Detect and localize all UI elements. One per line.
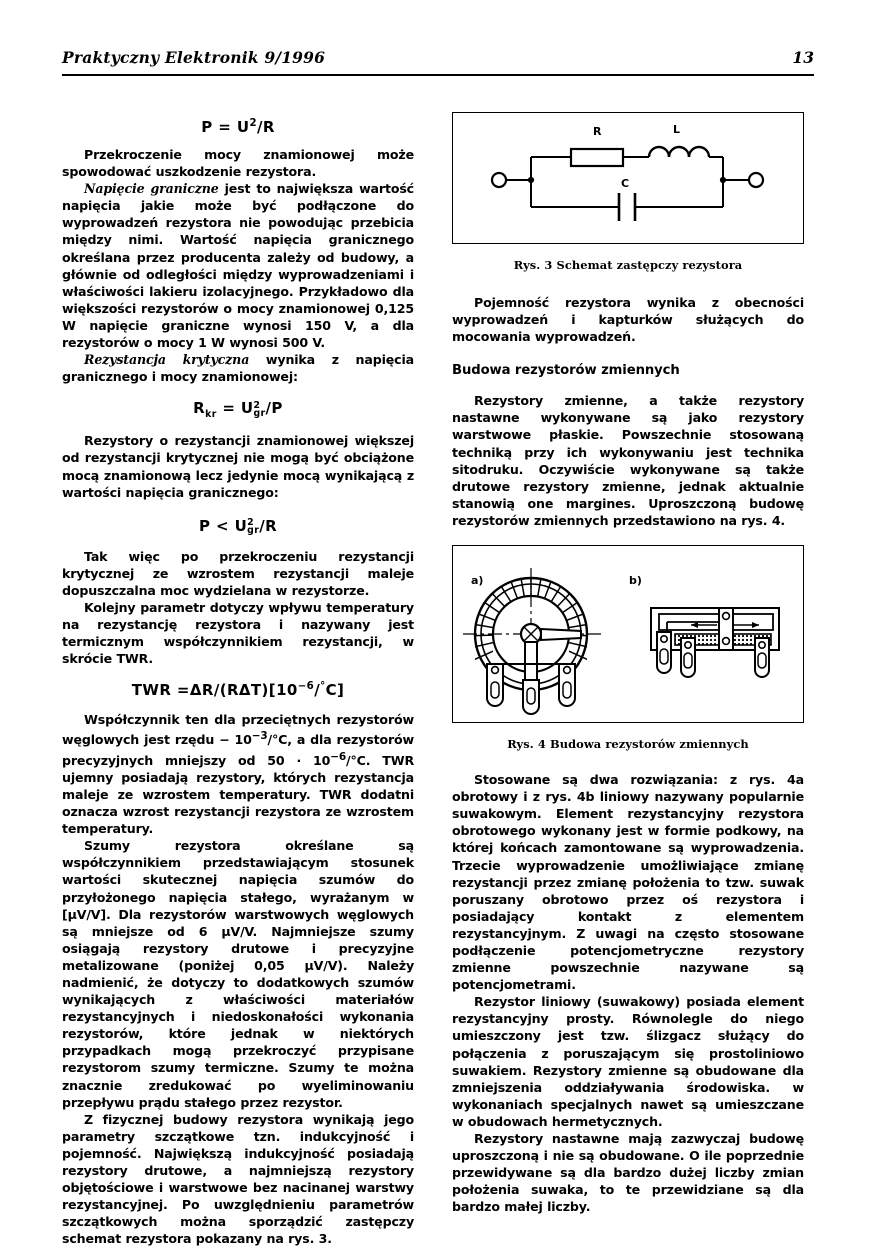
figure-4-label-b: b)	[629, 574, 642, 588]
italic-term: Rezystancja krytyczna	[84, 352, 250, 368]
inductor-symbol	[649, 147, 669, 157]
paragraph: Rezystory o rezystancji znamionowej większej od rezystancji krytycznej nie mogą być obciążone mocą znamionową lecz jedynie mocą wynikającą z wartości napięcia granicznego:	[62, 433, 414, 500]
paragraph-text: wynika z napięcia granicznego i mocy znamionowej:	[62, 352, 414, 385]
paragraph: Tak więc po przekroczeniu rezystancji krytycznej ze wzrostem rezystancji maleje dopuszczalna moc wydzielana w rezystorze.	[62, 548, 414, 598]
journal-title: Praktyczny Elektronik 9/1996	[62, 48, 326, 67]
rotary-potentiometer-symbol	[463, 566, 601, 714]
figure-4-label-a: a)	[471, 574, 484, 588]
paragraph-text: Współczynnik ten dla przeciętnych rezystorów węglowych jest rzędu − 10	[62, 712, 414, 748]
label-inductor: L	[673, 123, 681, 136]
variable-resistor-construction-diagram	[453, 546, 801, 720]
paragraph: Stosowane są dwa rozwiązania: z rys. 4a obrotowy i z rys. 4b liniowy nazywany popularnie suwakowym. Element rezystancyjny rezystora obrotowego wykonany jest w formie podkowy, na której końcach zamontowane są wyprowadzenia. Trzecie wyprowadzenie umożliwiające zmianę rezystancji przez zmianę położenia to tzw. suwak poruszany obrotowo przez oś rezystora i posiadający kontakt z elementem rezystancyjnym. Z uwagi na często stosowane podłączenie potencjometryczne rezystory zmienne powszechnie nazywane są potencjometrami.	[452, 772, 804, 993]
left-column	[62, 112, 414, 1248]
paragraph: Rezystory zmienne, a także rezystory nastawne wykonywane są jako rezystory warstwowe płaskie. Powszechnie stosowaną techniką przy ich wykonywaniu jest technika sitodruku. Oczywiście wykonywane są także drutowe rezystory zmienne, jednak aktualnie stanowią one margines. Uproszczoną budowę rezystorów zmiennych przedstawiono na rys. 4.	[452, 393, 804, 528]
paragraph-text: jest to największa wartość napięcia jakie może być podłączone do wyprowadzeń rezystora nie powodując przebicia między nimi. Wartość napięcia granicznego określana przez producenta zależy od budowy, a głównie od odległości między wyprowadzeniami i właściwości lakieru izolacyjnego. Przykładowo dla większości rezystorów o mocy znamionowej 0,125 W napięcie graniczne wynosi 150 V, a dla rezystorów o mocy 1 W wynosi 500 V.	[62, 181, 414, 351]
terminal-left-icon	[492, 173, 506, 187]
paragraph: Szumy rezystora określane są współczynnikiem przedstawiającym stosunek wartości skutecznej napięcia szumów do przyłożonego napięcia stałego, wyrażanym w [μV/V]. Dla rezystorów warstwowych węglowych są mniejsze od 6 μV/V. Najmniejsze szumy osiągają rezystory drutowe i precyzyjne metalizowane (poniżej 0,05 μV/V). Należy nadmienić, że dotyczy to dodatkowych szumów wynikających z właściwości materiałów rezystancyjnych i niedoskonałości wykonania rezystorów, które jednak w niektórych przypadkach mogą przekroczyć przypisane rezystorom szumy termiczne. Szumy te można znacznie zredukować po wyeliminowaniu przepływu prądu stałego przez rezystor.	[62, 838, 414, 1110]
exponent: −3	[251, 730, 268, 743]
paragraph	[62, 180, 414, 351]
terminal-right-icon	[749, 173, 763, 187]
figure-4	[452, 545, 804, 723]
paragraph-text: /°C, a dla rezystorów precyzyjnych mniejszy od 50 · 10	[62, 732, 414, 768]
sup-sub-stack: 2 gr	[253, 400, 266, 419]
sup-sub-stack: 2 gr	[247, 517, 260, 537]
label-resistor: R	[593, 125, 602, 138]
paragraph	[62, 351, 414, 385]
page-number: 13	[792, 48, 814, 67]
paragraph: Pojemność rezystora wynika z obecności wyprowadzeń i kapturków służących do mocowania wyprowadzeń.	[452, 295, 804, 345]
resistor-symbol	[571, 149, 623, 166]
figure-3	[452, 112, 804, 244]
header-divider	[62, 74, 814, 76]
paragraph: Kolejny parametr dotyczy wpływu temperatury na rezystancję rezystora i nazywany jest termicznym współczynnikiem rezystancji, w skrócie TWR.	[62, 599, 414, 667]
section-heading: Budowa rezystorów zmiennych	[452, 363, 680, 379]
equation-critical-resistance: $R_{kr} = U$ 2 gr /P	[193, 399, 283, 421]
label-capacitor: C	[621, 177, 630, 190]
equation-power: $P = U^2/R$	[201, 118, 275, 136]
figure-3-caption: Rys. 3 Schemat zastępczy rezystora	[513, 258, 743, 272]
paragraph: Przekroczenie mocy znamionowej może spowodować uszkodzenie rezystora.	[62, 147, 414, 180]
italic-term: Napięcie graniczne	[84, 181, 219, 197]
running-head	[62, 48, 814, 78]
right-column	[452, 112, 804, 1215]
paragraph-text: /°C. TWR ujemny posiadają rezystory, których rezystancja maleje ze wzrostem temperatury. TWR dodatni oznacza wzrost rezystancji rezystora ze wzrostem temperatury.	[62, 752, 414, 837]
equation-twr: TWR $=\Delta R/(R\Delta T)[10^{-6}/^\circ C]$	[131, 681, 345, 700]
slider-potentiometer-symbol	[651, 608, 779, 677]
equation-power-limit: P < U 2 gr /R	[198, 516, 278, 537]
wiper-arm	[541, 629, 581, 640]
paragraph: Rezystor liniowy (suwakowy) posiada element rezystancyjny prosty. Równolegle do niego umieszczony jest tzw. ślizgacz służący do połączenia z poruszającym się prostoliniowo suwakiem. Rezystory zmienne są obudowane dla zmniejszenia oddziaływania środowiska. w wykonaniach specjalnych nawet są umieszczane w obudowach hermetycznych.	[452, 994, 804, 1129]
paragraph	[62, 711, 414, 837]
paragraph: Rezystory nastawne mają zazwyczaj budowę uproszczoną i nie są obudowane. O ile poprzednie przewidywane są dla bardzo dużej liczby zmian położenia suwaka, to te przewidziane są dla bardzo małej liczby.	[452, 1131, 804, 1215]
exponent: −6	[330, 750, 347, 763]
figure-4-caption: Rys. 4 Budowa rezystorów zmiennych	[507, 737, 749, 752]
paragraph: Z fizycznej budowy rezystora wynikają jego parametry szczątkowe tzn. indukcyjność i pojemność. Największą indukcyjność posiadają rezystory drutowe, a najmniejszą rezystory objętościowe i warstwowe bez nacinanej warstwy rezystancyjnej. Po uwzględnieniu parametrów szczątkowych można sporządzić zastępczy schemat rezystora pokazany na rys. 3.	[62, 1111, 414, 1247]
